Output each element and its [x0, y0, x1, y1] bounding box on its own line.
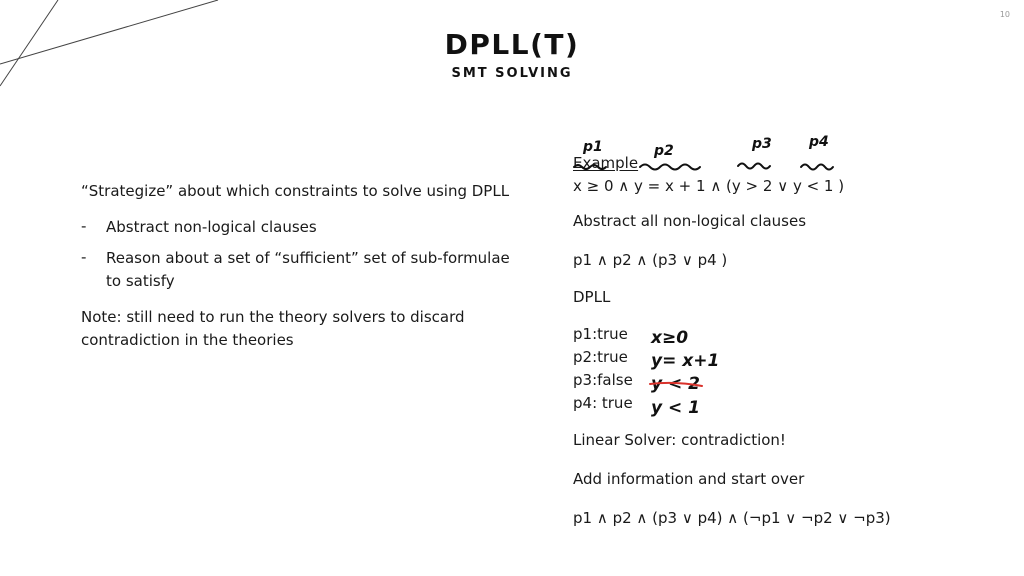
handwritten-note-x: x≥0	[651, 328, 689, 348]
dpll-label: DPLL	[573, 288, 611, 306]
handwritten-note-y-lt-1: y < 1	[651, 398, 700, 418]
page-number: 10	[999, 10, 1010, 19]
assignment-p4: p4: true	[573, 394, 633, 412]
bullet-item: - Abstract non-logical clauses	[81, 216, 511, 239]
bullet-list	[81, 216, 511, 293]
bullet-item: - Reason about a set of “sufficient” set of sub-formulae to satisfy	[81, 247, 511, 293]
handwritten-note-y-lt-2: y < 2	[651, 374, 700, 394]
abstract-formula: p1 ∧ p2 ∧ (p3 ∨ p4 )	[573, 251, 728, 269]
slide-title: DPLL(T)	[444, 28, 580, 61]
left-column	[81, 180, 511, 365]
abstract-text: Abstract all non-logical clauses	[573, 212, 807, 230]
handwritten-label-p3: p3	[752, 136, 772, 152]
assignment-p3: p3:false	[573, 371, 633, 389]
handwritten-label-p4: p4	[809, 134, 829, 150]
right-column	[573, 152, 993, 530]
note-text: Note: still need to run the theory solvers to discard contradiction in the theories	[81, 308, 465, 349]
handwritten-label-p2: p2	[654, 143, 674, 159]
final-formula: p1 ∧ p2 ∧ (p3 ∨ p4) ∧ (¬p1 ∨ ¬p2 ∨ ¬p3)	[573, 509, 891, 527]
handwritten-note-y-eq: y= x+1	[651, 351, 720, 371]
intro-text: “Strategize” about which constraints to solve using DPLL	[81, 182, 510, 200]
slide-subtitle: SMT SOLVING	[451, 66, 573, 81]
example-formula: x ≥ 0 ∧ y = x + 1 ∧ (y > 2 ∨ y < 1 )	[573, 177, 845, 195]
handwritten-label-p1: p1	[583, 139, 603, 155]
assignment-p2: p2:true	[573, 348, 628, 366]
example-label: Example	[573, 154, 639, 172]
add-info-text: Add information and start over	[573, 470, 805, 488]
linear-solver-text: Linear Solver: contradiction!	[573, 431, 786, 449]
assignment-p1: p1:true	[573, 325, 628, 343]
